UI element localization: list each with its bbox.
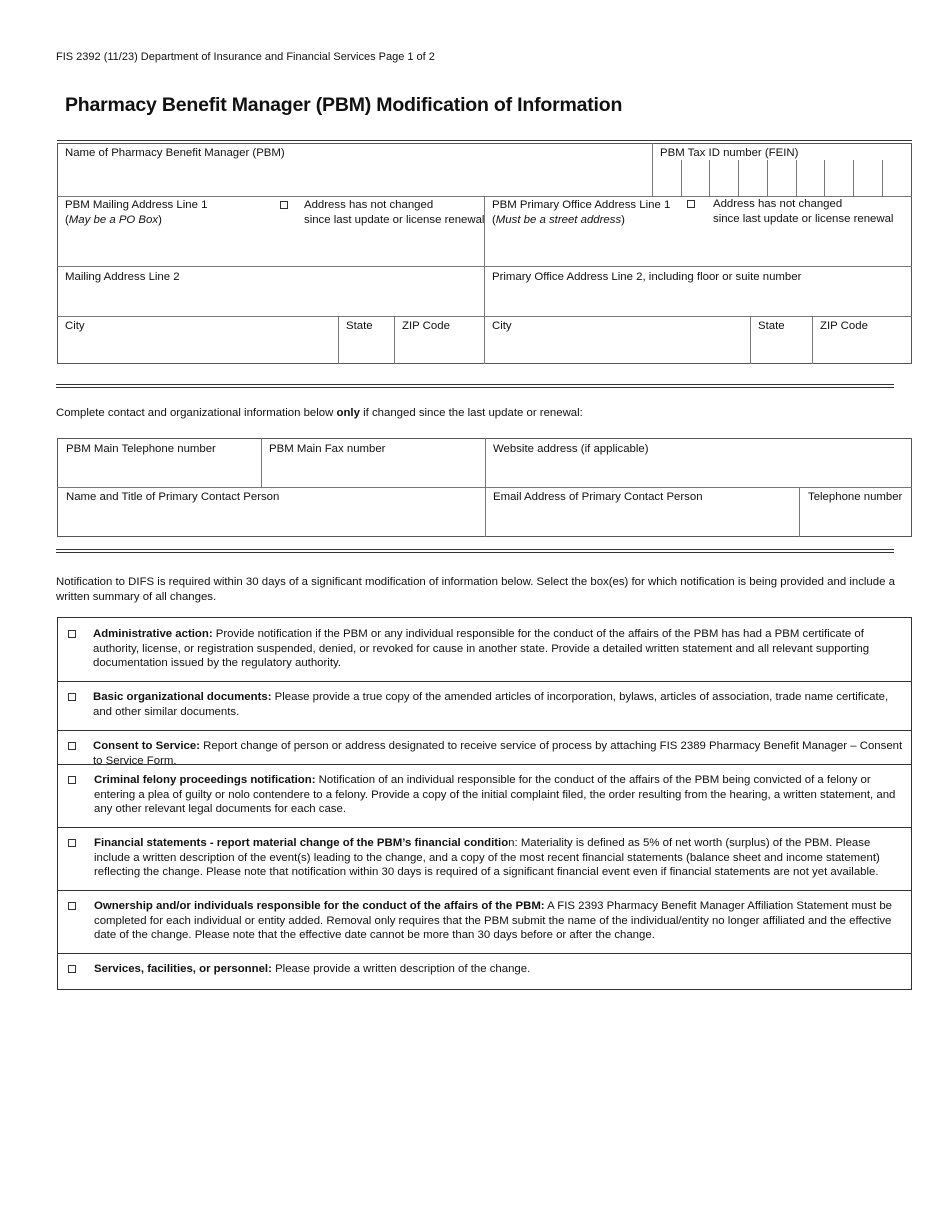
list-item: Financial statements - report material change of the PBM’s financial condition: Materiality is defined as 5% of net worth (surplus) of the PBM. Please include a written description of the event(s) leading to the change, and a copy of the most recent financial statements (balance sheet and income statement) reflecting the change. Please note that notification within 30 days is required of a significant financial event even if financial statements are not yet available. [58,827,911,890]
section-divider [56,549,894,553]
pbm-name-label: Name of Pharmacy Benefit Manager (PBM) [65,147,285,159]
list-item: Administrative action: Provide notification if the PBM or any individual responsible for the conduct of the affairs of the PBM has had a PBM certificate of authority, license, or registration suspended, denied, or revoked for cause in another state. Provide a detailed written statement and all relevant supporting documentation issued by the regulatory authority. [58,618,911,681]
office-line1-note: Must be a street address [495,213,622,226]
contact-email-label: Email Address of Primary Contact Person [493,491,703,503]
phone-field[interactable] [58,457,260,486]
pbm-name-field[interactable] [58,160,651,195]
mailing-unchanged-text-2: since last update or license renewal [304,213,485,226]
administrative-action-checkbox[interactable] [68,630,76,638]
tax-id-field[interactable] [653,161,911,195]
fax-label: PBM Main Fax number [269,443,386,455]
office-line1-label: PBM Primary Office Address Line 1 [492,199,671,211]
office-city-label: City [492,320,512,332]
list-item: Consent to Service: Report change of person or address designated to receive service of process by attaching FIS 2389 Pharmacy Benefit Manager – Consent to Service Form. [58,730,911,764]
consent-to-service-checkbox[interactable] [68,742,76,750]
contact-name-label: Name and Title of Primary Contact Person [66,491,280,503]
contact-intro: Complete contact and organizational information below only if changed since the last update or renewal: [56,407,583,419]
office-zip-field[interactable] [813,334,911,363]
office-city-field[interactable] [485,334,749,363]
mailing-city-label: City [65,320,85,332]
form-header-line: FIS 2392 (11/23) Department of Insurance and Financial Services Page 1 of 2 [56,51,435,63]
website-label: Website address (if applicable) [493,443,649,455]
fax-field[interactable] [262,457,484,486]
ownership-checkbox[interactable] [68,902,76,910]
mailing-zip-label: ZIP Code [402,320,450,332]
contact-email-field[interactable] [486,505,798,536]
mailing-city-field[interactable] [58,334,337,363]
list-item: Basic organizational documents: Please provide a true copy of the amended articles of incorporation, bylaws, articles of association, trade name certificate, and other similar documents. [58,681,911,730]
mailing-zip-field[interactable] [395,334,483,363]
basic-org-docs-checkbox[interactable] [68,693,76,701]
section-divider [56,384,894,388]
mailing-unchanged-text-1: Address has not changed [304,199,434,211]
office-unchanged-text-1: Address has not changed [713,198,843,210]
mailing-line2-label: Mailing Address Line 2 [65,271,180,283]
office-unchanged-checkbox[interactable] [687,200,695,208]
services-facilities-checkbox[interactable] [68,965,76,973]
office-state-label: State [758,320,785,332]
mailing-line1-note: May be a PO Box [68,213,159,226]
website-field[interactable] [486,457,911,486]
mailing-state-field[interactable] [339,334,393,363]
contact-phone-label: Telephone number [808,491,903,503]
list-item: Ownership and/or individuals responsible for the conduct of the affairs of the PBM: A FIS 2393 Pharmacy Benefit Manager Affiliation Statement must be completed for each individual or entity added. Removal only requires that the PBM submit the name of the individual/entity no longer affiliated and the effective date of the change. Please note that the effective date cannot be more than 30 days before or after the change. [58,890,911,953]
page-title: Pharmacy Benefit Manager (PBM) Modification of Information [65,94,623,116]
contact-phone-field[interactable] [800,505,911,536]
list-item: Criminal felony proceedings notification: Notification of an individual responsible for the conduct of the affairs of the PBM being convicted of a felony or entering a plea of guilty or nolo contendere to a felony. Provide a copy of the initial complaint filed, the order resulting from the hearing, a written statement, and any other relevant legal documents for each case. [58,764,911,827]
mailing-line1-label: PBM Mailing Address Line 1 [65,199,208,211]
office-unchanged-text-2: since last update or license renewal [713,212,894,225]
notification-options [57,617,912,990]
criminal-felony-checkbox[interactable] [68,776,76,784]
section-pbm-info: Name of Pharmacy Benefit Manager (PBM) PBM Tax ID number (FEIN) PBM Mailing Address Line 1 (May be a PO Box) Address has not changed since last update or license renewal PBM Primary Office Address Line 1 (Must be a street address) Address has not changed since last update or license renewal Mailing Address Line 2 Primary Office Address Line 2, including floor or suite number City State ZIP Code City State ZIP Code [0,0,950,370]
mailing-line1-field[interactable] [58,230,483,265]
mailing-line2-field[interactable] [58,284,483,315]
mailing-unchanged-checkbox[interactable] [280,201,288,209]
phone-label: PBM Main Telephone number [66,443,216,455]
office-line2-label: Primary Office Address Line 2, including floor or suite number [492,271,802,283]
list-item: Services, facilities, or personnel: Please provide a written description of the change. [58,953,911,989]
office-line2-field[interactable] [485,284,911,315]
financial-statements-checkbox[interactable] [68,839,76,847]
mailing-state-label: State [346,320,373,332]
tax-id-label: PBM Tax ID number (FEIN) [660,147,799,159]
office-line1-field[interactable] [485,230,911,265]
office-state-field[interactable] [751,334,811,363]
notification-intro: Notification to DIFS is required within 30 days of a significant modification of information below. Select the box(es) for which notification is being provided and include a written summary of all changes. [56,576,895,603]
office-zip-label: ZIP Code [820,320,868,332]
contact-name-field[interactable] [58,505,484,536]
